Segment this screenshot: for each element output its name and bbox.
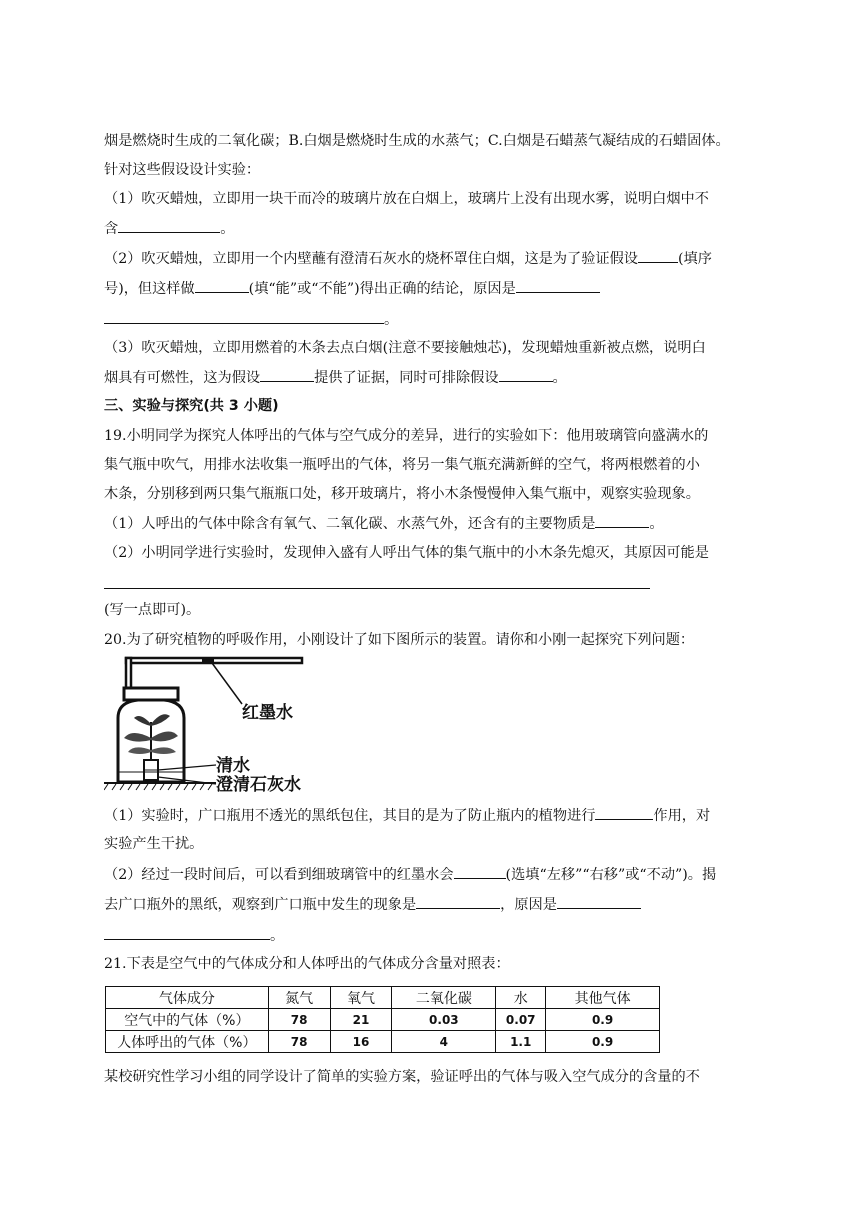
text-fragment: ，原因是 [500,897,557,913]
text-fragment: 作用，对 [653,808,711,824]
question-part-1: （1）吹灭蜡烛，立即用一块干而冷的玻璃片放在白烟上，玻璃片上没有出现水雾，说明白烟中不 [104,191,709,207]
text-line: 集气瓶中吹气，用排水法收集一瓶呼出的气体，将另一集气瓶充满新鲜的空气，将两根燃着的小 [104,457,700,473]
answer-blank [516,278,600,293]
answer-blank [104,588,650,589]
text-line [104,309,398,330]
text-line [104,894,641,915]
text-line: （2）小明同学进行实验时，发现伸入盛有人呼出气体的集气瓶中的小木条先熄灭，其原因可能是 [104,545,709,561]
table-cell: 0.03 [392,1009,496,1031]
text-fragment: 烟具有可燃性，这为假设 [104,370,261,386]
table-cell: 78 [268,1009,330,1031]
text-line: 实验产生干扰。 [104,836,204,852]
text-line [104,367,567,388]
text-line [104,925,284,946]
text-fragment: 。 [552,370,567,386]
apparatus-diagram [104,652,304,794]
answer-blank [104,309,384,324]
text-fragment: （2）经过一段时间后，可以看到细玻璃管中的红墨水会 [104,867,454,883]
red-ink-drop [202,658,214,663]
table-cell: 78 [268,1031,330,1053]
text-fragment: （1）人呼出的气体中除含有氧气、二氧化碳、水蒸气外，还含有的主要物质是 [104,516,596,532]
text-fragment: 含 [104,221,119,237]
answer-blank [595,805,653,820]
header-cell: 水 [496,987,546,1009]
header-cell: 氧气 [330,987,392,1009]
text-fragment: 。 [384,312,399,328]
gas-composition-table [105,986,660,1053]
answer-blank [195,278,249,293]
label-water: 清水 [216,756,250,776]
question-21: 21.下表是空气中的气体成分和人体呼出的气体成分含量对照表： [104,956,510,972]
question-part-2 [104,248,712,269]
text-line: 木条，分别移到两只集气瓶瓶口处，移开玻璃片，将小木条慢慢伸入集气瓶中，观察实验现象。 [104,486,700,502]
table-cell: 16 [330,1031,392,1053]
text-fragment: 去广口瓶外的黑纸，观察到广口瓶中发生的现象是 [104,897,417,913]
label-limewater: 澄清石灰水 [216,775,301,795]
answer-blank [260,367,314,382]
text-fragment: 。 [220,221,235,237]
answer-blank [416,894,500,909]
answer-blank [595,513,649,528]
text-fragment: 。 [649,516,664,532]
table-row [106,1009,660,1031]
text-fragment: (填“能”或“不能”)得出正确的结论，原因是 [248,281,516,297]
table-cell: 1.1 [496,1031,546,1053]
table-cell: 0.9 [546,1031,660,1053]
answer-blank [454,864,506,879]
jar-lid [124,688,178,700]
text-fragment: 提供了证据，同时可排除假设 [314,370,499,386]
text-fragment: （2）吹灭蜡烛，立即用一个内壁蘸有澄清石灰水的烧杯罩住白烟，这是为了验证假设 [104,251,638,267]
table-cell: 21 [330,1009,392,1031]
text-fragment: (选填“左移”“右移”或“不动”)。揭 [505,867,717,883]
table-row [106,1031,660,1053]
label-red-ink: 红墨水 [242,703,293,723]
text-line: (写一点即可)。 [104,602,201,618]
answer-blank [557,894,641,909]
answer-blank [638,248,678,263]
text-fragment: 。 [270,928,285,944]
text-line [104,513,664,534]
text-line [104,218,234,239]
header-cell: 气体成分 [106,987,269,1009]
header-cell: 氮气 [268,987,330,1009]
text-line [104,278,600,299]
text-fragment: (填序 [677,251,712,267]
row-label: 人体呼出的气体（%） [106,1031,269,1053]
question-20: 20.为了研究植物的呼吸作用，小刚设计了如下图所示的装置。请你和小刚一起探究下列问题： [104,632,695,648]
table-cell: 4 [392,1031,496,1053]
header-cell: 其他气体 [546,987,660,1009]
text-line [104,864,716,885]
question-19: 19.小明同学为探究人体呼出的气体与空气成分的差异，进行的实验如下：他用玻璃管向盛满水的 [104,428,709,444]
text-line: 某校研究性学习小组的同学设计了简单的实验方案，验证呼出的气体与吸入空气成分的含量的不 [104,1069,700,1085]
respiration-apparatus-figure [104,652,304,794]
text-line: 烟是燃烧时生成的二氧化碳；B.白烟是燃烧时生成的水蒸气；C.白烟是石蜡蒸气凝结成的石蜡固体。 [104,133,730,149]
text-fragment: 号)，但这样做 [104,281,195,297]
pointer-line [212,663,242,704]
answer-blank [499,367,553,382]
table-cell: 0.07 [496,1009,546,1031]
question-part-3: （3）吹灭蜡烛，立即用燃着的木条去点白烟(注意不要接触烛芯)，发现蜡烛重新被点燃，说明白 [104,340,706,356]
text-line [104,805,710,826]
table-cell: 0.9 [546,1009,660,1031]
answer-blank [118,218,220,233]
text-fragment: （1）实验时，广口瓶用不透光的黑纸包住，其目的是为了防止瓶内的植物进行 [104,808,596,824]
answer-blank [104,925,270,940]
row-label: 空气中的气体（%） [106,1009,269,1031]
header-cell: 二氧化碳 [392,987,496,1009]
text-line: 针对这些假设设计实验： [104,162,261,178]
table-header-row [106,987,660,1009]
section-heading: 三、实验与探究(共 3 小题) [104,398,279,414]
